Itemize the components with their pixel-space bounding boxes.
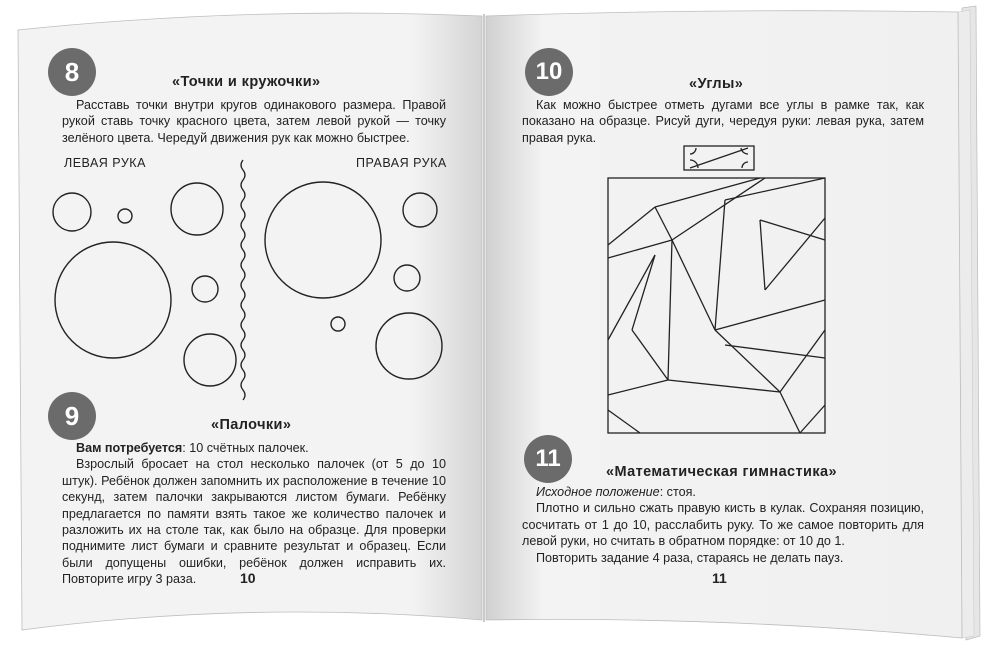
start-position-label: Исходное положение <box>536 485 660 499</box>
task-number-badge: 8 <box>48 48 96 96</box>
task11-body: Плотно и сильно сжать правую кисть в кулак. Сохраняя позицию, сосчитать от 1 до 10, расслабить руку. То же самое повторить для левой руки, но считать в обратном порядке: от 10 до 1. <box>522 501 924 549</box>
task-number-badge: 9 <box>48 392 96 440</box>
task-description <box>62 440 446 588</box>
task9-body: Взрослый бросает на стол несколько палочек (от 5 до 10 штук). Ребёнок должен запомнить их расположение в течение 10 секунд, затем палочки закрываются листом бумаги. Ребёнку предлагается по памяти взять такое же количество палочек и разложить их на столе так, как было на образце. Для проверки поднимите лист бумаги и сравните результат и образец. Если были допущены ошибки, ребёнок должен исправить их. Повторите игру 3 раза. <box>62 457 446 587</box>
task-description <box>522 484 924 566</box>
left-hand-label: ЛЕВАЯ РУКА <box>64 156 146 170</box>
task-description: Как можно быстрее отметь дугами все углы в рамке так, как показано на образце. Рисуй дуги, чередуя руки: левая рука, затем правая рука. <box>522 98 924 145</box>
needs-label: Вам потребуется <box>76 441 183 455</box>
task-title: «Математическая гимнастика» <box>606 464 837 480</box>
needs-value: : 10 счётных палочек. <box>182 441 309 455</box>
page-number: 10 <box>240 570 256 586</box>
page-number: 11 <box>712 570 727 586</box>
right-hand-label: ПРАВАЯ РУКА <box>356 156 447 170</box>
task-description: Расставь точки внутри кругов одинакового размера. Правой рукой ставь точку красного цвета, затем левой рукой — точку зелёного цвета. Чередуй движения рук как можно быстрее. <box>62 98 446 145</box>
task-title: «Палочки» <box>211 417 292 433</box>
start-position-value: : стоя. <box>659 485 696 499</box>
task-title: «Точки и кружочки» <box>172 74 321 90</box>
task11-repeat: Повторить задание 4 раза, стараясь не делать пауз. <box>536 550 844 565</box>
task-title: «Углы» <box>689 76 744 92</box>
task-number-badge: 11 <box>524 435 572 483</box>
task-number-badge: 10 <box>525 48 573 96</box>
